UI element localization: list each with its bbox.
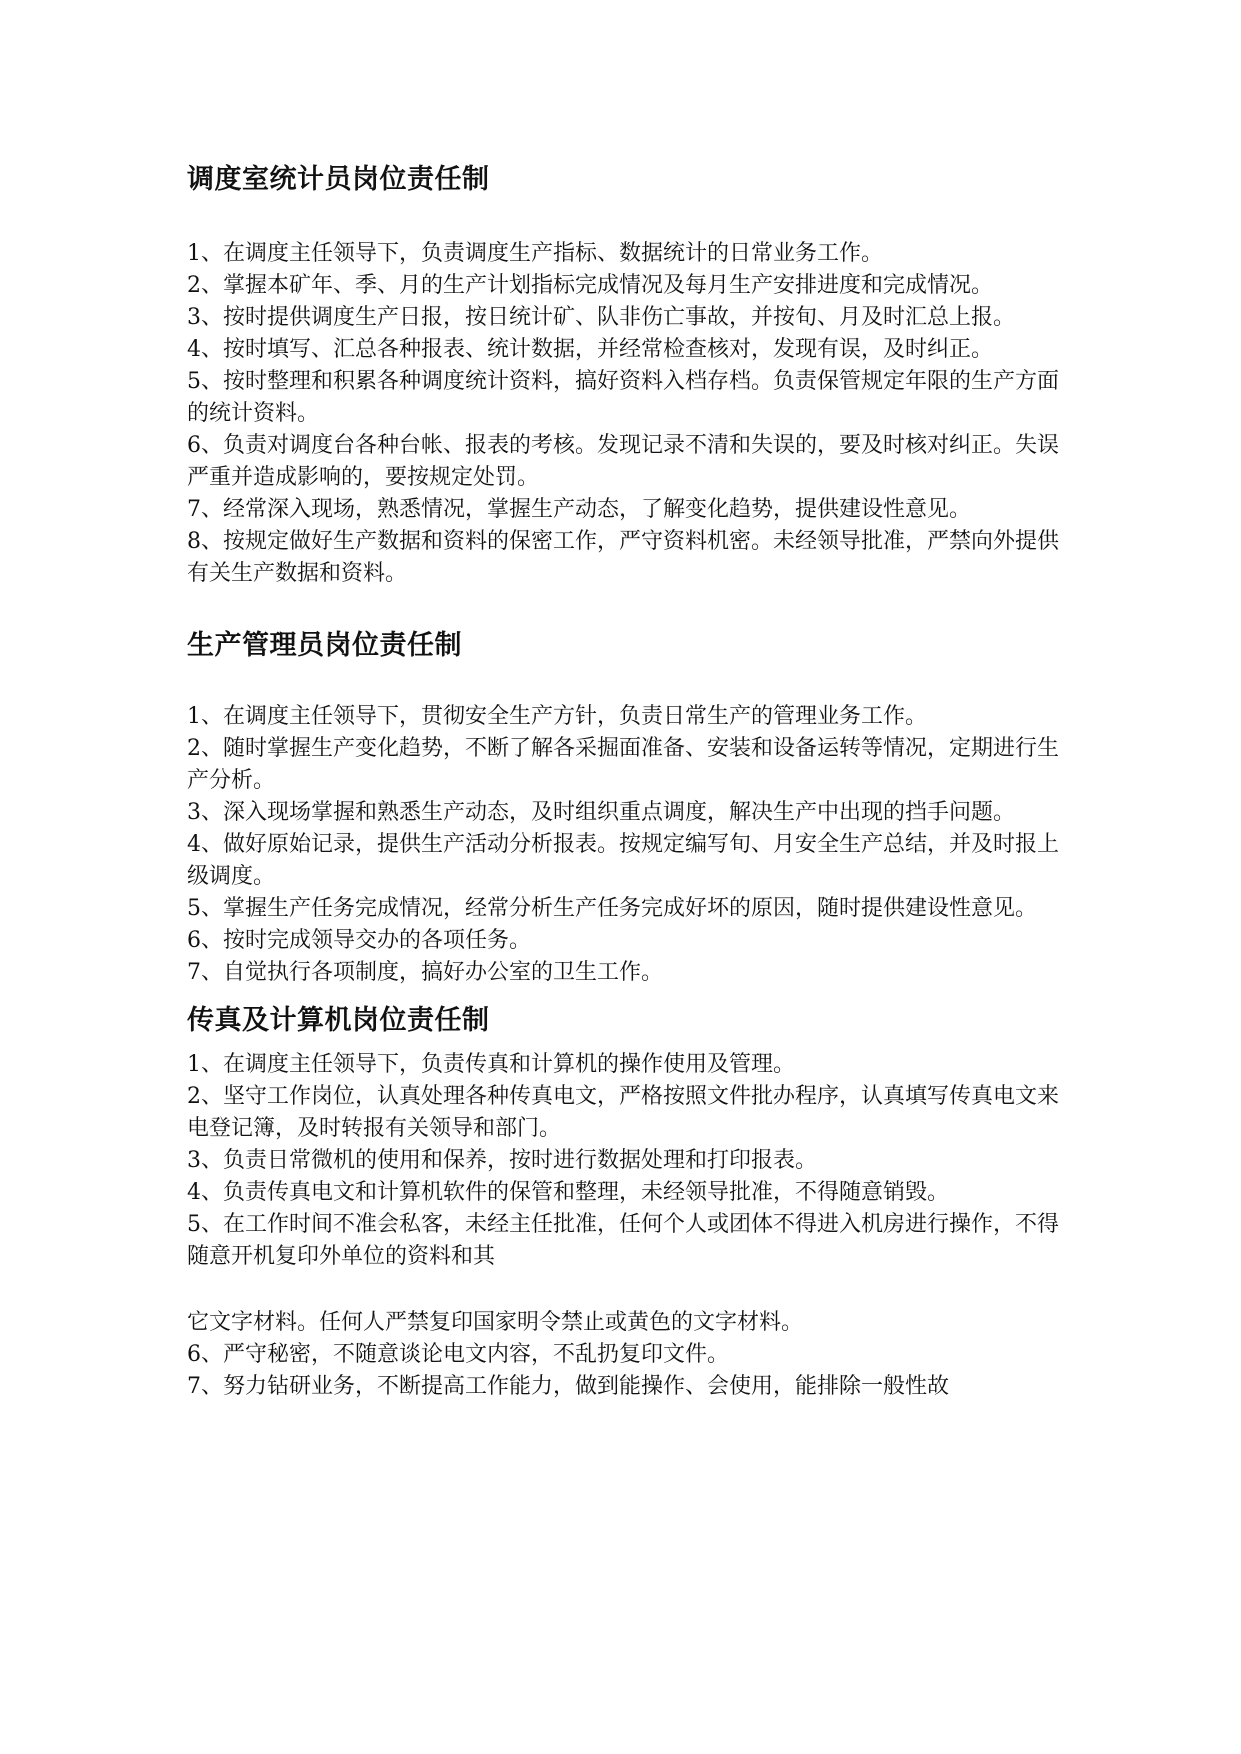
duty-item: 5、掌握生产任务完成情况，经常分析生产任务完成好坏的原因，随时提供建设性意见。 xyxy=(187,896,1037,921)
section-title: 生产管理员岗位责任制 xyxy=(187,630,462,661)
section-fax-computer xyxy=(187,1001,1059,1403)
duty-list-continued xyxy=(187,1307,1059,1403)
duty-item: 1、在调度主任领导下，负责传真和计算机的操作使用及管理。 xyxy=(187,1052,795,1077)
duty-item: 5、按时整理和积累各种调度统计资料，搞好资料入档存档。负责保管规定年限的生产方面的统计资料。 xyxy=(187,369,1060,426)
duty-item: 1、在调度主任领导下，贯彻安全生产方针，负责日常生产的管理业务工作。 xyxy=(187,704,927,729)
duty-list xyxy=(187,1049,1059,1273)
duty-item: 2、坚守工作岗位，认真处理各种传真电文，严格按照文件批办程序，认真填写传真电文来电登记簿，及时转报有关领导和部门。 xyxy=(187,1084,1060,1141)
paragraph-gap xyxy=(187,1273,1059,1307)
duty-list xyxy=(187,701,1059,989)
duty-list xyxy=(187,238,1059,590)
duty-item: 2、掌握本矿年、季、月的生产计划指标完成情况及每月生产安排进度和完成情况。 xyxy=(187,273,993,298)
duty-item: 7、努力钻研业务，不断提高工作能力，做到能操作、会使用，能排除一般性故 xyxy=(187,1374,949,1399)
section-title: 传真及计算机岗位责任制 xyxy=(187,1005,490,1036)
duty-item: 8、按规定做好生产数据和资料的保密工作，严守资料机密。未经领导批准，严禁向外提供有关生产数据和资料。 xyxy=(187,529,1060,586)
duty-item: 1、在调度主任领导下，负责调度生产指标、数据统计的日常业务工作。 xyxy=(187,241,883,266)
section-dispatch-statistician xyxy=(187,160,1059,590)
duty-item: 它文字材料。任何人严禁复印国家明令禁止或黄色的文字材料。 xyxy=(187,1310,804,1335)
duty-item: 7、自觉执行各项制度，搞好办公室的卫生工作。 xyxy=(187,960,663,985)
duty-item: 4、做好原始记录，提供生产活动分析报表。按规定编写旬、月安全生产总结，并及时报上级调度。 xyxy=(187,832,1060,889)
duty-item: 5、在工作时间不准会私客，未经主任批准，任何个人或团体不得进入机房进行操作，不得随意开机复印外单位的资料和其 xyxy=(187,1212,1060,1269)
duty-item: 2、随时掌握生产变化趋势，不断了解各采掘面准备、安装和设备运转等情况，定期进行生产分析。 xyxy=(187,736,1060,793)
duty-item: 6、负责对调度台各种台帐、报表的考核。发现记录不清和失误的，要及时核对纠正。失误严重并造成影响的，要按规定处罚。 xyxy=(187,433,1060,490)
duty-item: 7、经常深入现场，熟悉情况，掌握生产动态，了解变化趋势，提供建设性意见。 xyxy=(187,497,971,522)
duty-item: 3、按时提供调度生产日报，按日统计矿、队非伤亡事故，并按旬、月及时汇总上报。 xyxy=(187,305,1015,330)
section-production-manager xyxy=(187,626,1059,989)
duty-item: 4、按时填写、汇总各种报表、统计数据，并经常检查核对，发现有误，及时纠正。 xyxy=(187,337,993,362)
duty-item: 6、按时完成领导交办的各项任务。 xyxy=(187,928,531,953)
document-content xyxy=(187,160,1059,1403)
duty-item: 6、严守秘密，不随意谈论电文内容，不乱扔复印文件。 xyxy=(187,1342,729,1367)
section-title: 调度室统计员岗位责任制 xyxy=(187,164,490,195)
duty-item: 3、深入现场掌握和熟悉生产动态，及时组织重点调度，解决生产中出现的挡手问题。 xyxy=(187,800,1015,825)
duty-item: 4、负责传真电文和计算机软件的保管和整理，未经领导批准，不得随意销毁。 xyxy=(187,1180,949,1205)
duty-item: 3、负责日常微机的使用和保养，按时进行数据处理和打印报表。 xyxy=(187,1148,817,1173)
